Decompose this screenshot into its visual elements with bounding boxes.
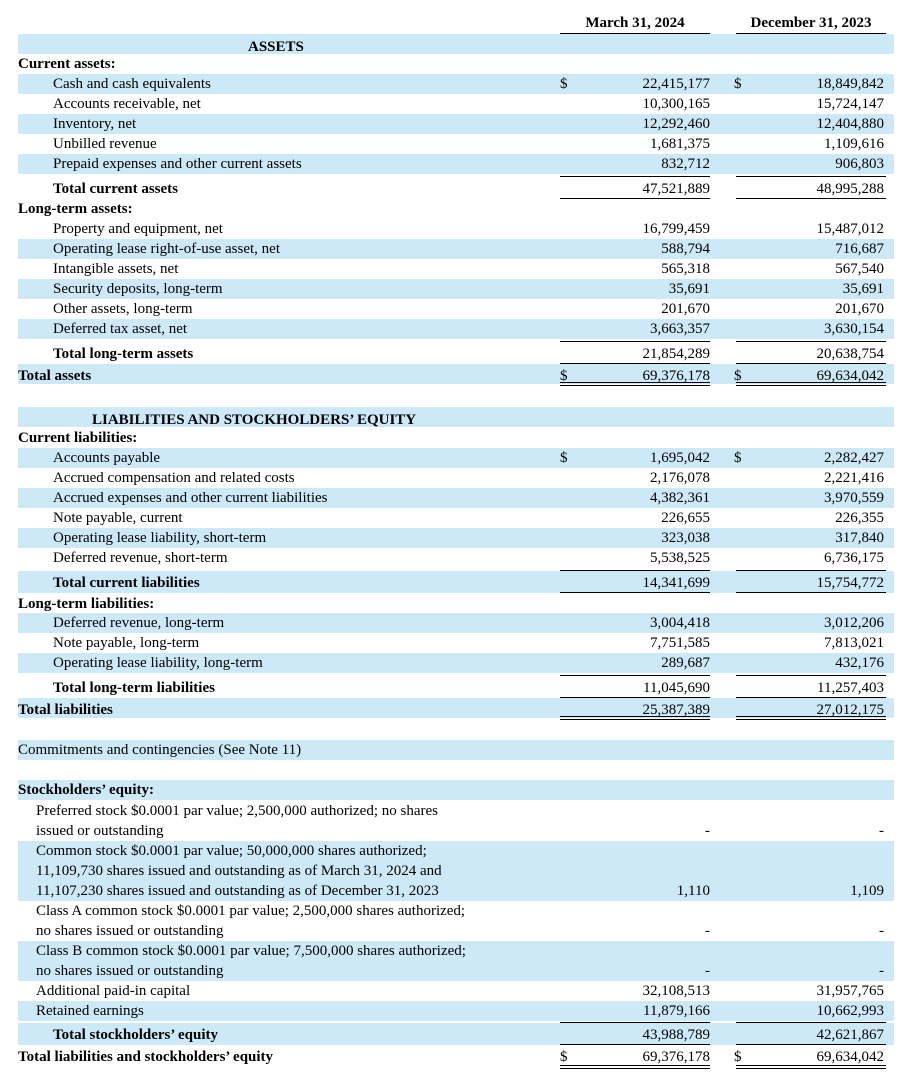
underline [560,363,710,364]
underline [560,675,710,676]
row-label-prepaid-expenses-and-other-current-asset: Prepaid expenses and other current assets [53,156,302,172]
value-c2: 3,012,206 [824,615,884,631]
row-label-inventory-net: Inventory, net [53,116,137,132]
equity-label-line: 11,107,230 shares issued and outstanding as of December 31, 2023 [36,883,439,899]
value-c1: 10,300,165 [642,96,710,112]
value-c1: 832,712 [661,156,710,172]
value-c2: 27,012,175 [816,702,884,718]
equity-label-line: Retained earnings [36,1003,144,1019]
statement-row [18,548,894,568]
statement-row [18,259,894,279]
statement-row [18,319,894,339]
value-c1: 1,681,375 [650,136,710,152]
row-label-note-payable-long-term: Note payable, long-term [53,635,200,651]
underline [560,1044,710,1045]
underline [736,198,886,199]
value-c2: 906,803 [835,156,884,172]
statement-row [18,134,894,154]
row-label-accrued-compensation-and-related-costs: Accrued compensation and related costs [53,470,295,486]
row-label-operating-lease-liability-long-term: Operating lease liability, long-term [53,655,263,671]
value-c1: 16,799,459 [642,221,710,237]
statement-row [18,1045,894,1067]
statement-row [18,428,894,448]
statement-row [18,1001,894,1021]
value-c1: 2,176,078 [650,470,710,486]
value-c1: 3,663,357 [650,321,710,337]
value-c1: - [705,923,710,939]
dollar-sign: $ [560,368,568,384]
value-c1: 1,110 [676,883,710,899]
value-c1: 3,004,418 [650,615,710,631]
value-c2: 567,540 [835,261,884,277]
value-c1: 25,387,389 [642,702,710,718]
statement-row [18,780,894,800]
underline [560,592,710,593]
value-c2: - [879,923,884,939]
statement-row [18,407,894,427]
equity-label-line: Class B common stock $0.0001 par value; 7,500,000 shares authorized; [36,943,466,959]
statement-row [18,177,894,199]
equity-label-line: Common stock $0.0001 par value; 50,000,000 shares authorized; [36,843,427,859]
value-c1: 1,695,042 [650,450,710,466]
row-label-other-assets-long-term: Other assets, long-term [53,301,193,317]
row-label-operating-lease-liability-short-term: Operating lease liability, short-term [53,530,267,546]
row-label-long-term-assets: Long-term assets: [18,201,133,217]
value-c1: 5,538,525 [650,550,710,566]
value-c1: 12,292,460 [642,116,710,132]
equity-label-line: Additional paid-in capital [36,983,191,999]
value-c2: 6,736,175 [824,550,884,566]
underline [560,1065,710,1069]
statement-row [18,653,894,673]
equity-label-line: issued or outstanding [36,823,164,839]
underline [560,176,710,177]
row-label-stockholders-equity: Stockholders’ equity: [18,782,154,798]
statement-row [18,342,894,364]
value-c1: 565,318 [661,261,710,277]
underline [560,570,710,571]
underline [560,697,710,698]
row-label-deferred-revenue-short-term: Deferred revenue, short-term [53,550,228,566]
row-label-total-liabilities-and-stockholders-equit: Total liabilities and stockholders’ equity [18,1049,274,1065]
underline [560,341,710,342]
value-c2: 3,970,559 [824,490,884,506]
statement-row [18,901,894,941]
row-label-deferred-revenue-long-term: Deferred revenue, long-term [53,615,225,631]
row-label-liabilities-and-stockholders-equity: LIABILITIES AND STOCKHOLDERS’ EQUITY [92,412,417,428]
statement-row [18,571,894,593]
statement-row [18,114,894,134]
underline [736,592,886,593]
value-c2: 15,724,147 [816,96,884,112]
underline [736,570,886,571]
value-c2: 317,840 [835,530,884,546]
underline [560,198,710,199]
row-label-operating-lease-right-of-use-asset-net: Operating lease right-of-use asset, net [53,241,280,257]
statement-row [18,613,894,633]
underline [560,716,710,720]
statement-row [18,740,894,760]
underline [736,1044,886,1045]
underline [736,341,886,342]
value-c2: 226,355 [835,510,884,526]
statement-row [18,199,894,219]
value-c2: 2,282,427 [824,450,884,466]
row-label-accounts-payable: Accounts payable [53,450,161,466]
value-c1: 47,521,889 [642,181,710,197]
statement-row [18,74,894,94]
value-c1: 7,751,585 [650,635,710,651]
equity-label-line: no shares issued or outstanding [36,923,224,939]
statement-row [18,94,894,114]
value-c1: 21,854,289 [642,346,710,362]
value-c1: 11,045,690 [643,680,710,696]
statement-row [18,279,894,299]
value-c2: 69,634,042 [816,368,884,384]
underline [736,176,886,177]
value-c1: 11,879,166 [643,1003,710,1019]
statement-row [18,698,894,718]
value-c2: - [879,823,884,839]
equity-label-line: Class A common stock $0.0001 par value; 2,500,000 shares authorized; [36,903,466,919]
value-c1: 201,670 [661,301,710,317]
value-c2: 48,995,288 [816,181,884,197]
value-c2: 15,754,772 [816,575,884,591]
row-label-total-stockholders-equity: Total stockholders’ equity [53,1027,219,1043]
statement-row [18,801,894,841]
value-c1: 35,691 [668,281,710,297]
statement-row [18,239,894,259]
row-label-total-long-term-assets: Total long-term assets [53,346,194,362]
dollar-sign: $ [734,450,742,466]
value-c2: 18,849,842 [816,76,884,92]
row-label-commitments-and-contingencies-see-note-1: Commitments and contingencies (See Note 11) [18,742,302,758]
value-c2: 11,257,403 [817,680,884,696]
value-c2: 31,957,765 [816,983,884,999]
value-c1: 22,415,177 [642,76,710,92]
statement-row [18,448,894,468]
underline [560,1022,710,1023]
statement-row [18,299,894,319]
statement-row [18,941,894,981]
value-c2: 10,662,993 [816,1003,884,1019]
statement-row [18,981,894,1001]
statement-row [18,594,894,614]
underline [736,382,886,386]
value-c1: 43,988,789 [642,1027,710,1043]
value-c1: 32,108,513 [642,983,710,999]
underline [736,1065,886,1069]
value-c2: 15,487,012 [816,221,884,237]
value-c2: 12,404,880 [816,116,884,132]
row-label-total-current-assets: Total current assets [53,181,178,197]
value-c1: 323,038 [661,530,710,546]
value-c1: - [705,823,710,839]
row-label-deferred-tax-asset-net: Deferred tax asset, net [53,321,188,337]
statement-row [18,34,894,54]
value-c1: 69,376,178 [642,1049,710,1065]
value-c2: 716,687 [835,241,884,257]
underline [736,1022,886,1023]
dollar-sign: $ [734,368,742,384]
equity-label-line: no shares issued or outstanding [36,963,224,979]
row-label-intangible-assets-net: Intangible assets, net [53,261,179,277]
statement-row [18,841,894,901]
value-c2: 35,691 [842,281,884,297]
value-c2: 1,109 [850,883,884,899]
value-c2: 3,630,154 [824,321,884,337]
row-label-total-current-liabilities: Total current liabilities [53,575,200,591]
value-c2: 42,621,867 [816,1027,884,1043]
value-c2: 7,813,021 [824,635,884,651]
dollar-sign: $ [734,1049,742,1065]
statement-row [18,508,894,528]
row-label-total-liabilities: Total liabilities [18,702,113,718]
value-c1: 226,655 [661,510,710,526]
value-c2: 432,176 [835,655,884,671]
dollar-sign: $ [734,76,742,92]
value-c2: 69,634,042 [816,1049,884,1065]
value-c1: 289,687 [661,655,710,671]
statement-row [18,468,894,488]
statement-row [18,633,894,653]
row-label-current-assets: Current assets: [18,56,116,72]
underline [736,716,886,720]
value-c1: 588,794 [661,241,710,257]
row-label-total-long-term-liabilities: Total long-term liabilities [53,680,215,696]
equity-label-line: Preferred stock $0.0001 par value; 2,500,000 authorized; no shares [36,803,438,819]
row-label-assets: ASSETS [248,39,304,55]
row-label-cash-and-cash-equivalents: Cash and cash equivalents [53,76,211,92]
value-c1: 14,341,699 [642,575,710,591]
statement-row [18,364,894,384]
underline [560,382,710,386]
dollar-sign: $ [560,450,568,466]
value-c2: - [879,963,884,979]
statement-row [18,676,894,698]
value-c2: 1,109,616 [824,136,884,152]
statement-row [18,154,894,174]
underline [736,675,886,676]
statement-row [18,488,894,508]
equity-label-line: 11,109,730 shares issued and outstanding as of March 31, 2024 and [36,863,442,879]
row-label-long-term-liabilities: Long-term liabilities: [18,596,155,612]
dollar-sign: $ [560,76,568,92]
row-label-accounts-receivable-net: Accounts receivable, net [53,96,201,112]
value-c1: 4,382,361 [650,490,710,506]
row-label-property-and-equipment-net: Property and equipment, net [53,221,223,237]
row-label-security-deposits-long-term: Security deposits, long-term [53,281,223,297]
statement-row [18,528,894,548]
row-label-accrued-expenses-and-other-current-liabi: Accrued expenses and other current liabilities [53,490,328,506]
statement-row [18,219,894,239]
value-c2: 20,638,754 [816,346,884,362]
value-c2: 2,221,416 [824,470,884,486]
row-label-unbilled-revenue: Unbilled revenue [53,136,157,152]
row-label-note-payable-current: Note payable, current [53,510,183,526]
statement-row [18,1023,894,1045]
value-c2: 201,670 [835,301,884,317]
underline [736,697,886,698]
column-header-march-2024: March 31, 2024 [585,15,685,31]
value-c1: - [705,963,710,979]
row-label-current-liabilities: Current liabilities: [18,430,138,446]
row-label-total-assets: Total assets [18,368,92,384]
dollar-sign: $ [560,1049,568,1065]
statement-row [18,54,894,74]
underline [736,363,886,364]
column-header-december-2023: December 31, 2023 [750,15,872,31]
value-c1: 69,376,178 [642,368,710,384]
